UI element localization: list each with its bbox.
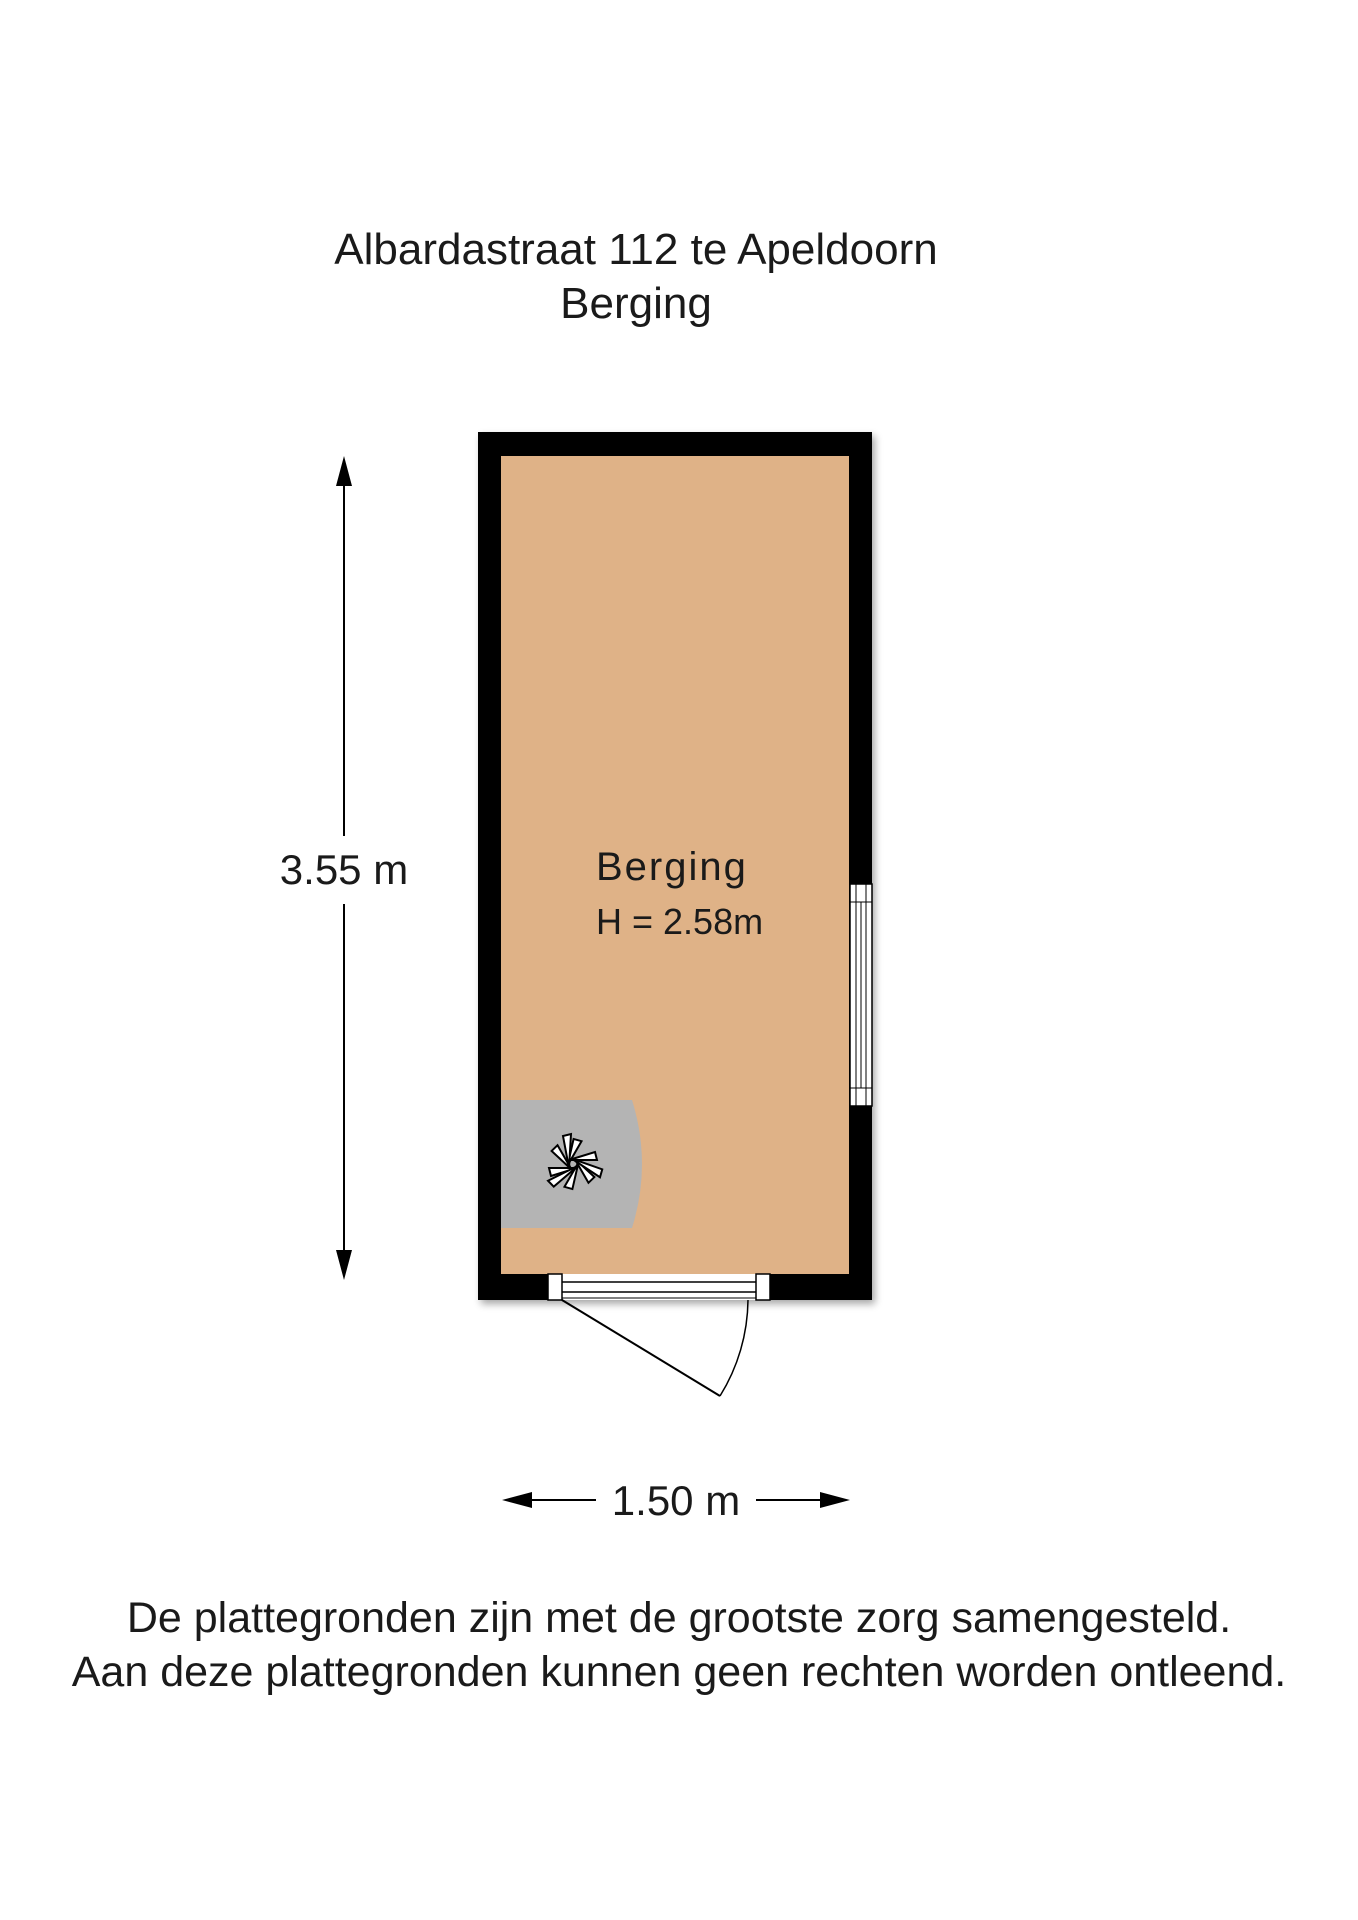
disclaimer-line-1: De plattegronden zijn met de grootste zorg samengesteld. xyxy=(126,1594,1232,1642)
plan-floor-title: Berging xyxy=(560,279,712,328)
room-height-label: H = 2.58m xyxy=(596,901,764,942)
vertical-dimension-label: 3.55 m xyxy=(279,846,409,893)
disclaimer-line-2: Aan deze plattegronden kunnen geen rechten worden ontleend. xyxy=(71,1648,1287,1696)
plan-address-title: Albardastraat 112 te Apeldoorn xyxy=(334,225,938,274)
fan-icon xyxy=(501,1100,642,1228)
horizontal-dimension-label: 1.50 m xyxy=(611,1477,741,1524)
room-name-label: Berging xyxy=(596,845,748,889)
door xyxy=(548,1274,770,1396)
window xyxy=(850,884,872,1106)
